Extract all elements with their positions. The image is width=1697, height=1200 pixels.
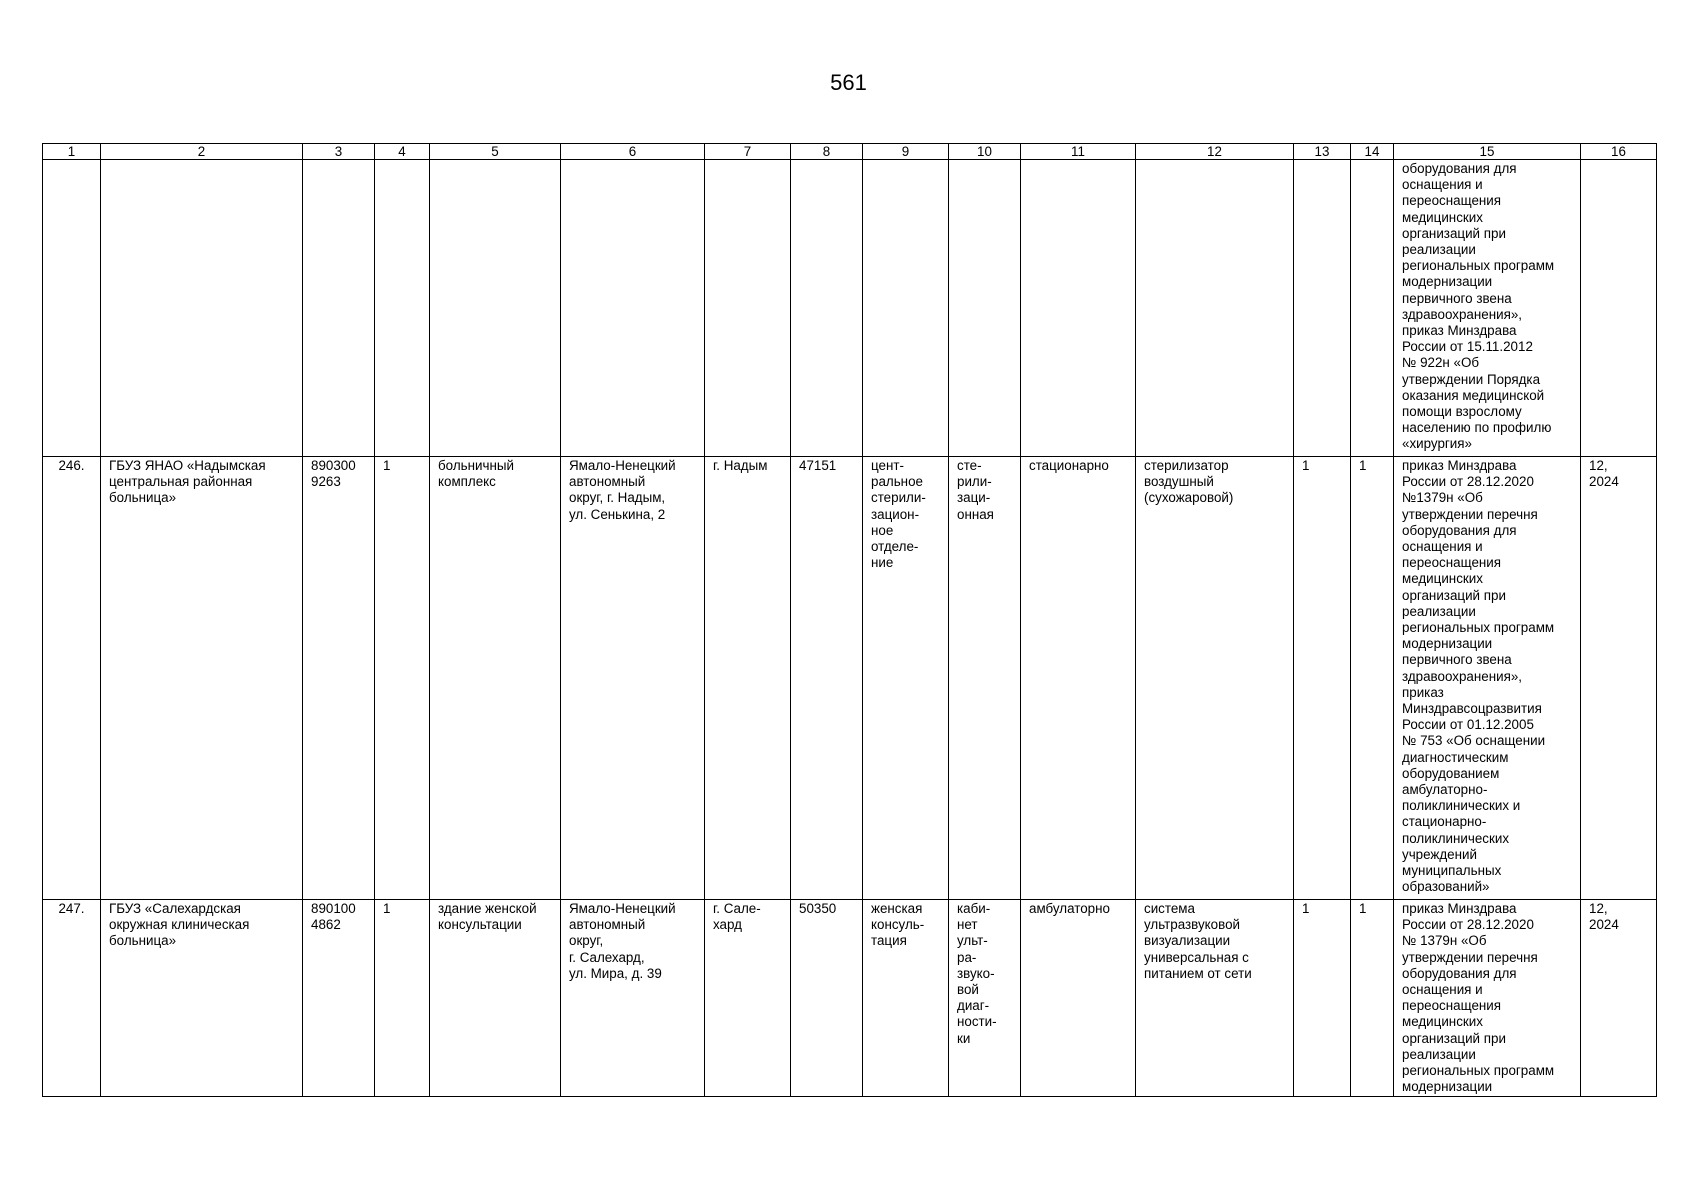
care-conditions: амбулаторно (1021, 900, 1136, 1097)
code: 50350 (791, 900, 863, 1097)
locality: г. Надым (705, 457, 791, 900)
column-header: 5 (430, 144, 561, 160)
inn: 890100 4862 (303, 900, 375, 1097)
column-header: 8 (791, 144, 863, 160)
quantity: 1 (1351, 900, 1394, 1097)
table-cell: оборудования для оснащения и переоснащения медицинских организаций при реализации региональных программ модернизации первичного звена здравоохранения», приказ Минздрава России от 15.11.2012 № 922н «Об утверждении Порядка оказания медицинской помощи взрослому населению по профилю «хирургия» (1394, 160, 1581, 457)
column-header: 15 (1394, 144, 1581, 160)
column-number-header-row (43, 144, 1657, 160)
building-type: здание женской консультации (430, 900, 561, 1097)
department: цент- ральное стерили- зацион- ное отделе- ние (863, 457, 949, 900)
table-cell (949, 160, 1021, 457)
table-cell (705, 160, 791, 457)
table-cell (303, 160, 375, 457)
column-header: 1 (43, 144, 101, 160)
column-header: 6 (561, 144, 705, 160)
table-cell (43, 160, 101, 457)
page-number: 561 (830, 70, 867, 95)
row-number: 247. (43, 900, 101, 1097)
table-cell (101, 160, 303, 457)
table-row (43, 160, 1657, 457)
column-header: 13 (1294, 144, 1351, 160)
table-cell (1021, 160, 1136, 457)
organization-name: ГБУЗ ЯНАО «Надымская центральная районная больница» (101, 457, 303, 900)
table-row (43, 457, 1657, 900)
legal-basis: приказ Минздрава России от 28.12.2020 №1379н «Об утверждении перечня оборудования для оснащения и переоснащения медицинских организаций при реализации региональных программ модернизации первичного звена здравоохранения», приказ Минздравсоцразвития России от 01.12.2005 № 753 «Об оснащении диагностическим оборудованием амбулаторно- поликлинических и стационарно- поликлинических учреждений муниципальных образований» (1394, 457, 1581, 900)
table-cell (561, 160, 705, 457)
column-header: 14 (1351, 144, 1394, 160)
table-cell (863, 160, 949, 457)
equipment-name: система ультразвуковой визуализации универсальная с питанием от сети (1136, 900, 1294, 1097)
table-cell (1294, 160, 1351, 457)
table-cell: 1 (375, 457, 430, 900)
column-header: 9 (863, 144, 949, 160)
column-header: 7 (705, 144, 791, 160)
table-cell: 1 (375, 900, 430, 1097)
column-header: 10 (949, 144, 1021, 160)
deadline: 12, 2024 (1581, 900, 1657, 1097)
equipment-table (42, 143, 1657, 1097)
table-cell (1351, 160, 1394, 457)
building-type: больничный комплекс (430, 457, 561, 900)
room: каби- нет ульт- ра- звуко- вой диаг- ности- ки (949, 900, 1021, 1097)
legal-basis: приказ Минздрава России от 28.12.2020 № 1379н «Об утверждении перечня оборудования для оснащения и переоснащения медицинских организаций при реализации региональных программ модернизации (1394, 900, 1581, 1097)
column-header: 16 (1581, 144, 1657, 160)
column-header: 2 (101, 144, 303, 160)
address: Ямало-Ненецкий автономный округ, г. Салехард, ул. Мира, д. 39 (561, 900, 705, 1097)
deadline: 12, 2024 (1581, 457, 1657, 900)
table-cell (430, 160, 561, 457)
column-header: 12 (1136, 144, 1294, 160)
table-cell (1136, 160, 1294, 457)
locality: г. Сале- хард (705, 900, 791, 1097)
care-conditions: стационарно (1021, 457, 1136, 900)
organization-name: ГБУЗ «Салехардская окружная клиническая больница» (101, 900, 303, 1097)
quantity: 1 (1351, 457, 1394, 900)
column-header: 4 (375, 144, 430, 160)
code: 47151 (791, 457, 863, 900)
department: женская консуль- тация (863, 900, 949, 1097)
table-row (43, 900, 1657, 1097)
column-header: 11 (1021, 144, 1136, 160)
quantity: 1 (1294, 900, 1351, 1097)
inn: 890300 9263 (303, 457, 375, 900)
table-cell (1581, 160, 1657, 457)
quantity: 1 (1294, 457, 1351, 900)
table-cell (375, 160, 430, 457)
room: сте- рили- заци- онная (949, 457, 1021, 900)
table-cell (791, 160, 863, 457)
equipment-name: стерилизатор воздушный (сухожаровой) (1136, 457, 1294, 900)
column-header: 3 (303, 144, 375, 160)
address: Ямало-Ненецкий автономный округ, г. Надым, ул. Сенькина, 2 (561, 457, 705, 900)
row-number: 246. (43, 457, 101, 900)
